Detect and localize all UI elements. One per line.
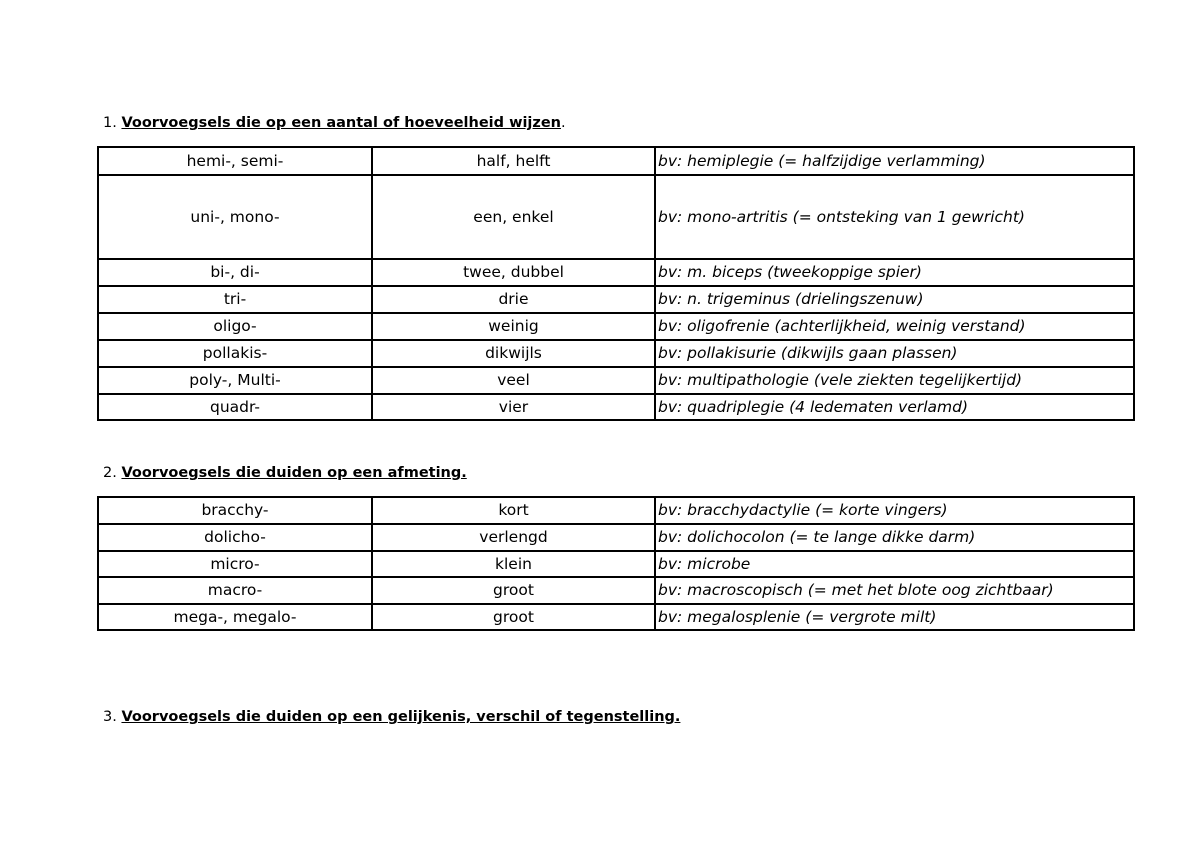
- section-number: 1.: [103, 115, 117, 131]
- table-row: [98, 313, 1134, 340]
- meaning-cell: veel: [372, 367, 655, 394]
- example-cell: bv: oligofrenie (achterlijkheid, weinig verstand): [655, 313, 1134, 340]
- prefix-cell: quadr-: [98, 394, 372, 420]
- example-cell: bv: megalosplenie (= vergrote milt): [655, 604, 1134, 630]
- meaning-cell: een, enkel: [372, 175, 655, 259]
- meaning-cell: drie: [372, 286, 655, 313]
- table-row: [98, 286, 1134, 313]
- size-prefix-table: [97, 496, 1135, 631]
- table-row: [98, 497, 1134, 524]
- example-cell: bv: microbe: [655, 551, 1134, 577]
- section-title: Voorvoegsels die duiden op een afmeting.: [121, 465, 467, 481]
- table-row: [98, 524, 1134, 551]
- meaning-cell: groot: [372, 604, 655, 630]
- meaning-cell: half, helft: [372, 147, 655, 175]
- example-cell: bv: m. biceps (tweekoppige spier): [655, 259, 1134, 286]
- prefix-cell: micro-: [98, 551, 372, 577]
- prefix-cell: hemi-, semi-: [98, 147, 372, 175]
- section-1-heading: [103, 115, 566, 131]
- meaning-cell: verlengd: [372, 524, 655, 551]
- section-number: 2.: [103, 465, 117, 481]
- example-cell: bv: mono-artritis (= ontsteking van 1 gewricht): [655, 175, 1134, 259]
- prefix-cell: dolicho-: [98, 524, 372, 551]
- example-cell: bv: bracchydactylie (= korte vingers): [655, 497, 1134, 524]
- prefix-cell: bracchy-: [98, 497, 372, 524]
- meaning-cell: dikwijls: [372, 340, 655, 367]
- example-cell: bv: n. trigeminus (drielingszenuw): [655, 286, 1134, 313]
- prefix-cell: poly-, Multi-: [98, 367, 372, 394]
- prefix-cell: pollakis-: [98, 340, 372, 367]
- prefix-cell: uni-, mono-: [98, 175, 372, 259]
- table-row: [98, 551, 1134, 577]
- quantity-prefix-table: [97, 146, 1135, 421]
- example-cell: bv: dolichocolon (= te lange dikke darm): [655, 524, 1134, 551]
- table-row: [98, 367, 1134, 394]
- section-2-heading: [103, 465, 467, 481]
- table-row: [98, 340, 1134, 367]
- section-3-heading: [103, 709, 680, 725]
- meaning-cell: weinig: [372, 313, 655, 340]
- example-cell: bv: macroscopisch (= met het blote oog zichtbaar): [655, 577, 1134, 604]
- table-row: [98, 577, 1134, 604]
- prefix-cell: oligo-: [98, 313, 372, 340]
- example-cell: bv: quadriplegie (4 ledematen verlamd): [655, 394, 1134, 420]
- meaning-cell: kort: [372, 497, 655, 524]
- meaning-cell: twee, dubbel: [372, 259, 655, 286]
- table-row: [98, 394, 1134, 420]
- example-cell: bv: multipathologie (vele ziekten tegelijkertijd): [655, 367, 1134, 394]
- section-number: 3.: [103, 709, 117, 725]
- example-cell: bv: pollakisurie (dikwijls gaan plassen): [655, 340, 1134, 367]
- table-row: [98, 175, 1134, 259]
- table-row: [98, 147, 1134, 175]
- section-title: Voorvoegsels die op een aantal of hoeveelheid wijzen: [121, 115, 561, 131]
- prefix-cell: macro-: [98, 577, 372, 604]
- meaning-cell: klein: [372, 551, 655, 577]
- prefix-cell: mega-, megalo-: [98, 604, 372, 630]
- meaning-cell: groot: [372, 577, 655, 604]
- section-title: Voorvoegsels die duiden op een gelijkenis, verschil of tegenstelling.: [121, 709, 681, 725]
- prefix-cell: tri-: [98, 286, 372, 313]
- example-cell: bv: hemiplegie (= halfzijdige verlamming): [655, 147, 1134, 175]
- table-row: [98, 604, 1134, 630]
- prefix-cell: bi-, di-: [98, 259, 372, 286]
- table-row: [98, 259, 1134, 286]
- meaning-cell: vier: [372, 394, 655, 420]
- section-title-suffix: .: [561, 115, 566, 131]
